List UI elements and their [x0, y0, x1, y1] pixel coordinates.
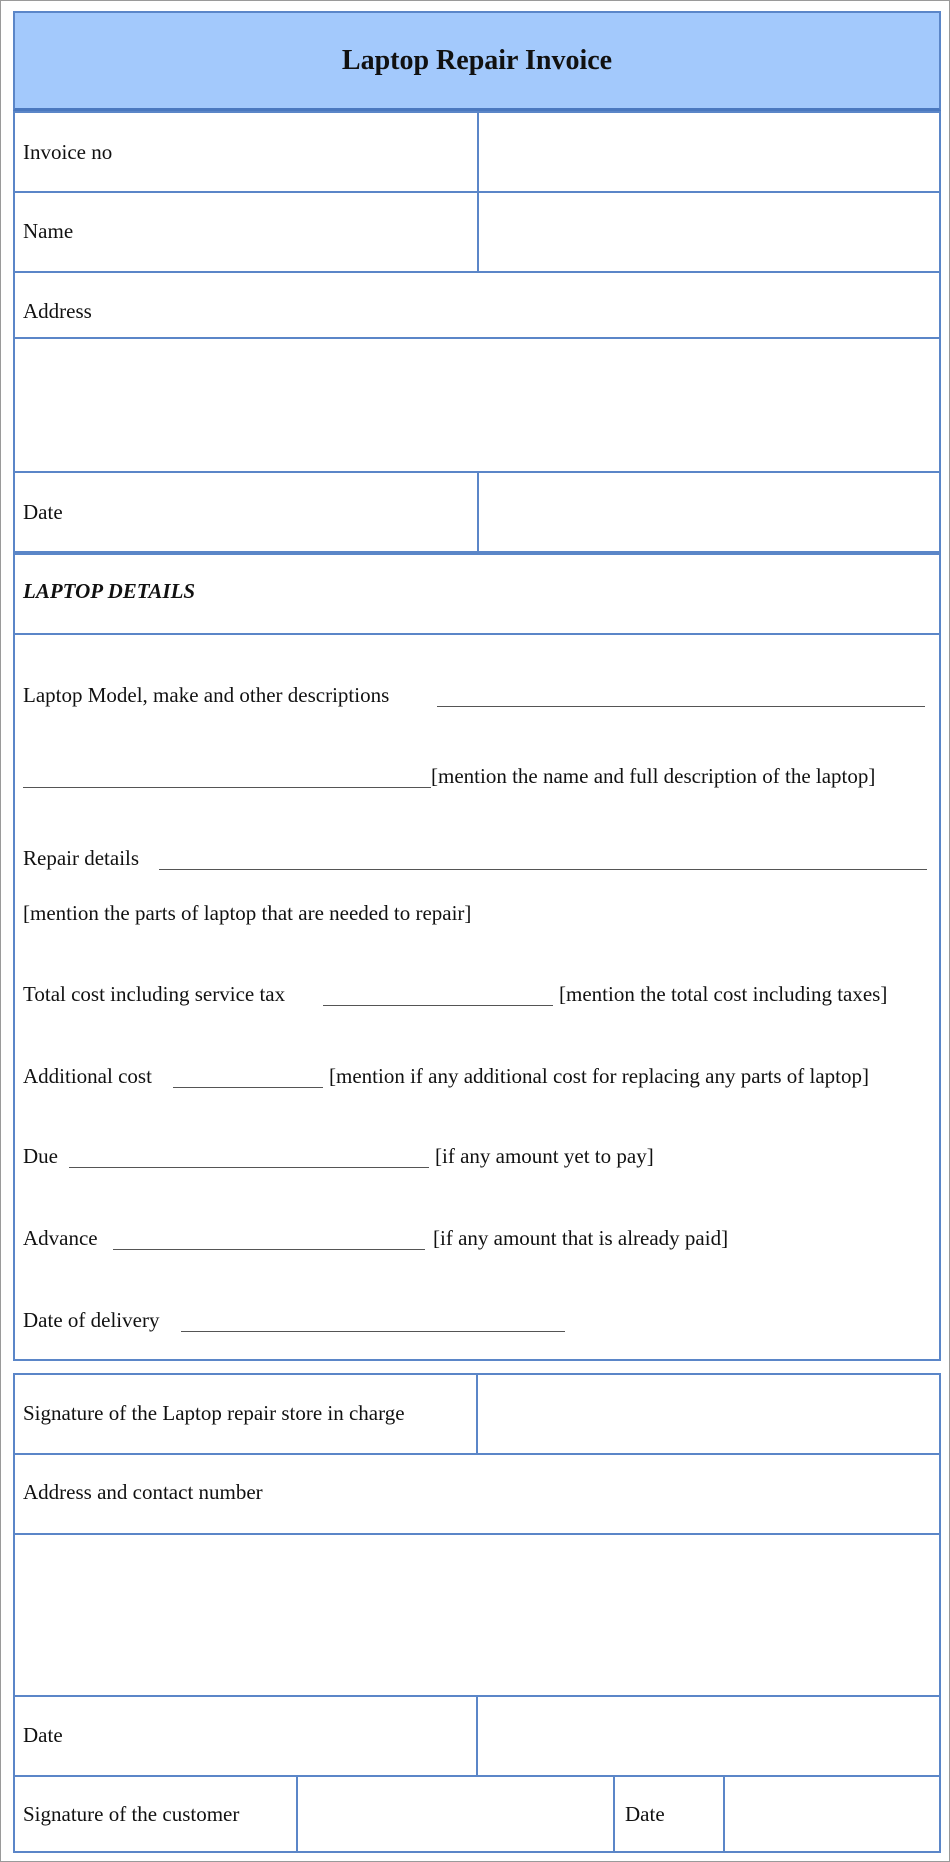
invoice-no-label: Invoice no — [23, 140, 113, 164]
page-title: Laptop Repair Invoice — [341, 44, 613, 76]
model-blank[interactable] — [437, 706, 925, 707]
footer-date-label: Date — [23, 1723, 63, 1747]
total-label: Total cost including service tax — [23, 982, 286, 1006]
repair-label: Repair details — [23, 846, 140, 870]
address-label: Address — [23, 299, 92, 323]
advance-note: [if any amount that is already paid] — [433, 1226, 729, 1250]
additional-label: Additional cost — [23, 1064, 152, 1088]
due-label: Due — [23, 1144, 58, 1168]
advance-label: Advance — [23, 1226, 98, 1250]
model-note: [mention the name and full description of the laptop] — [431, 764, 876, 788]
due-blank[interactable] — [69, 1167, 429, 1168]
total-blank[interactable] — [323, 1005, 553, 1006]
store-signature-label: Signature of the Laptop repair store in charge — [23, 1401, 405, 1425]
total-note: [mention the total cost including taxes] — [559, 982, 888, 1006]
invoice-no-field[interactable] — [479, 113, 939, 191]
address-contact-label: Address and contact number — [23, 1480, 263, 1504]
repair-blank[interactable] — [159, 869, 927, 870]
model-blank-continued[interactable] — [23, 787, 431, 788]
customer-date-field[interactable] — [725, 1777, 939, 1853]
model-label: Laptop Model, make and other descriptions — [23, 683, 390, 707]
footer-date-field[interactable] — [478, 1697, 939, 1775]
store-signature-field[interactable] — [478, 1375, 939, 1453]
name-field[interactable] — [479, 193, 939, 271]
customer-signature-label: Signature of the customer — [23, 1802, 240, 1826]
date-label: Date — [23, 500, 63, 524]
due-note: [if any amount yet to pay] — [435, 1144, 654, 1168]
address-contact-field[interactable] — [15, 1535, 939, 1695]
delivery-label: Date of delivery — [23, 1308, 160, 1332]
section-title: LAPTOP DETAILS — [23, 579, 196, 603]
name-label: Name — [23, 219, 74, 243]
address-field[interactable] — [15, 339, 939, 471]
repair-note: [mention the parts of laptop that are needed to repair] — [23, 901, 472, 925]
customer-date-label: Date — [625, 1802, 665, 1826]
title-bar — [13, 11, 941, 111]
additional-blank[interactable] — [173, 1087, 323, 1088]
advance-blank[interactable] — [113, 1249, 425, 1250]
delivery-blank[interactable] — [181, 1331, 565, 1332]
additional-note: [mention if any additional cost for replacing any parts of laptop] — [329, 1064, 870, 1088]
customer-signature-field[interactable] — [298, 1777, 613, 1853]
date-field[interactable] — [479, 473, 939, 553]
